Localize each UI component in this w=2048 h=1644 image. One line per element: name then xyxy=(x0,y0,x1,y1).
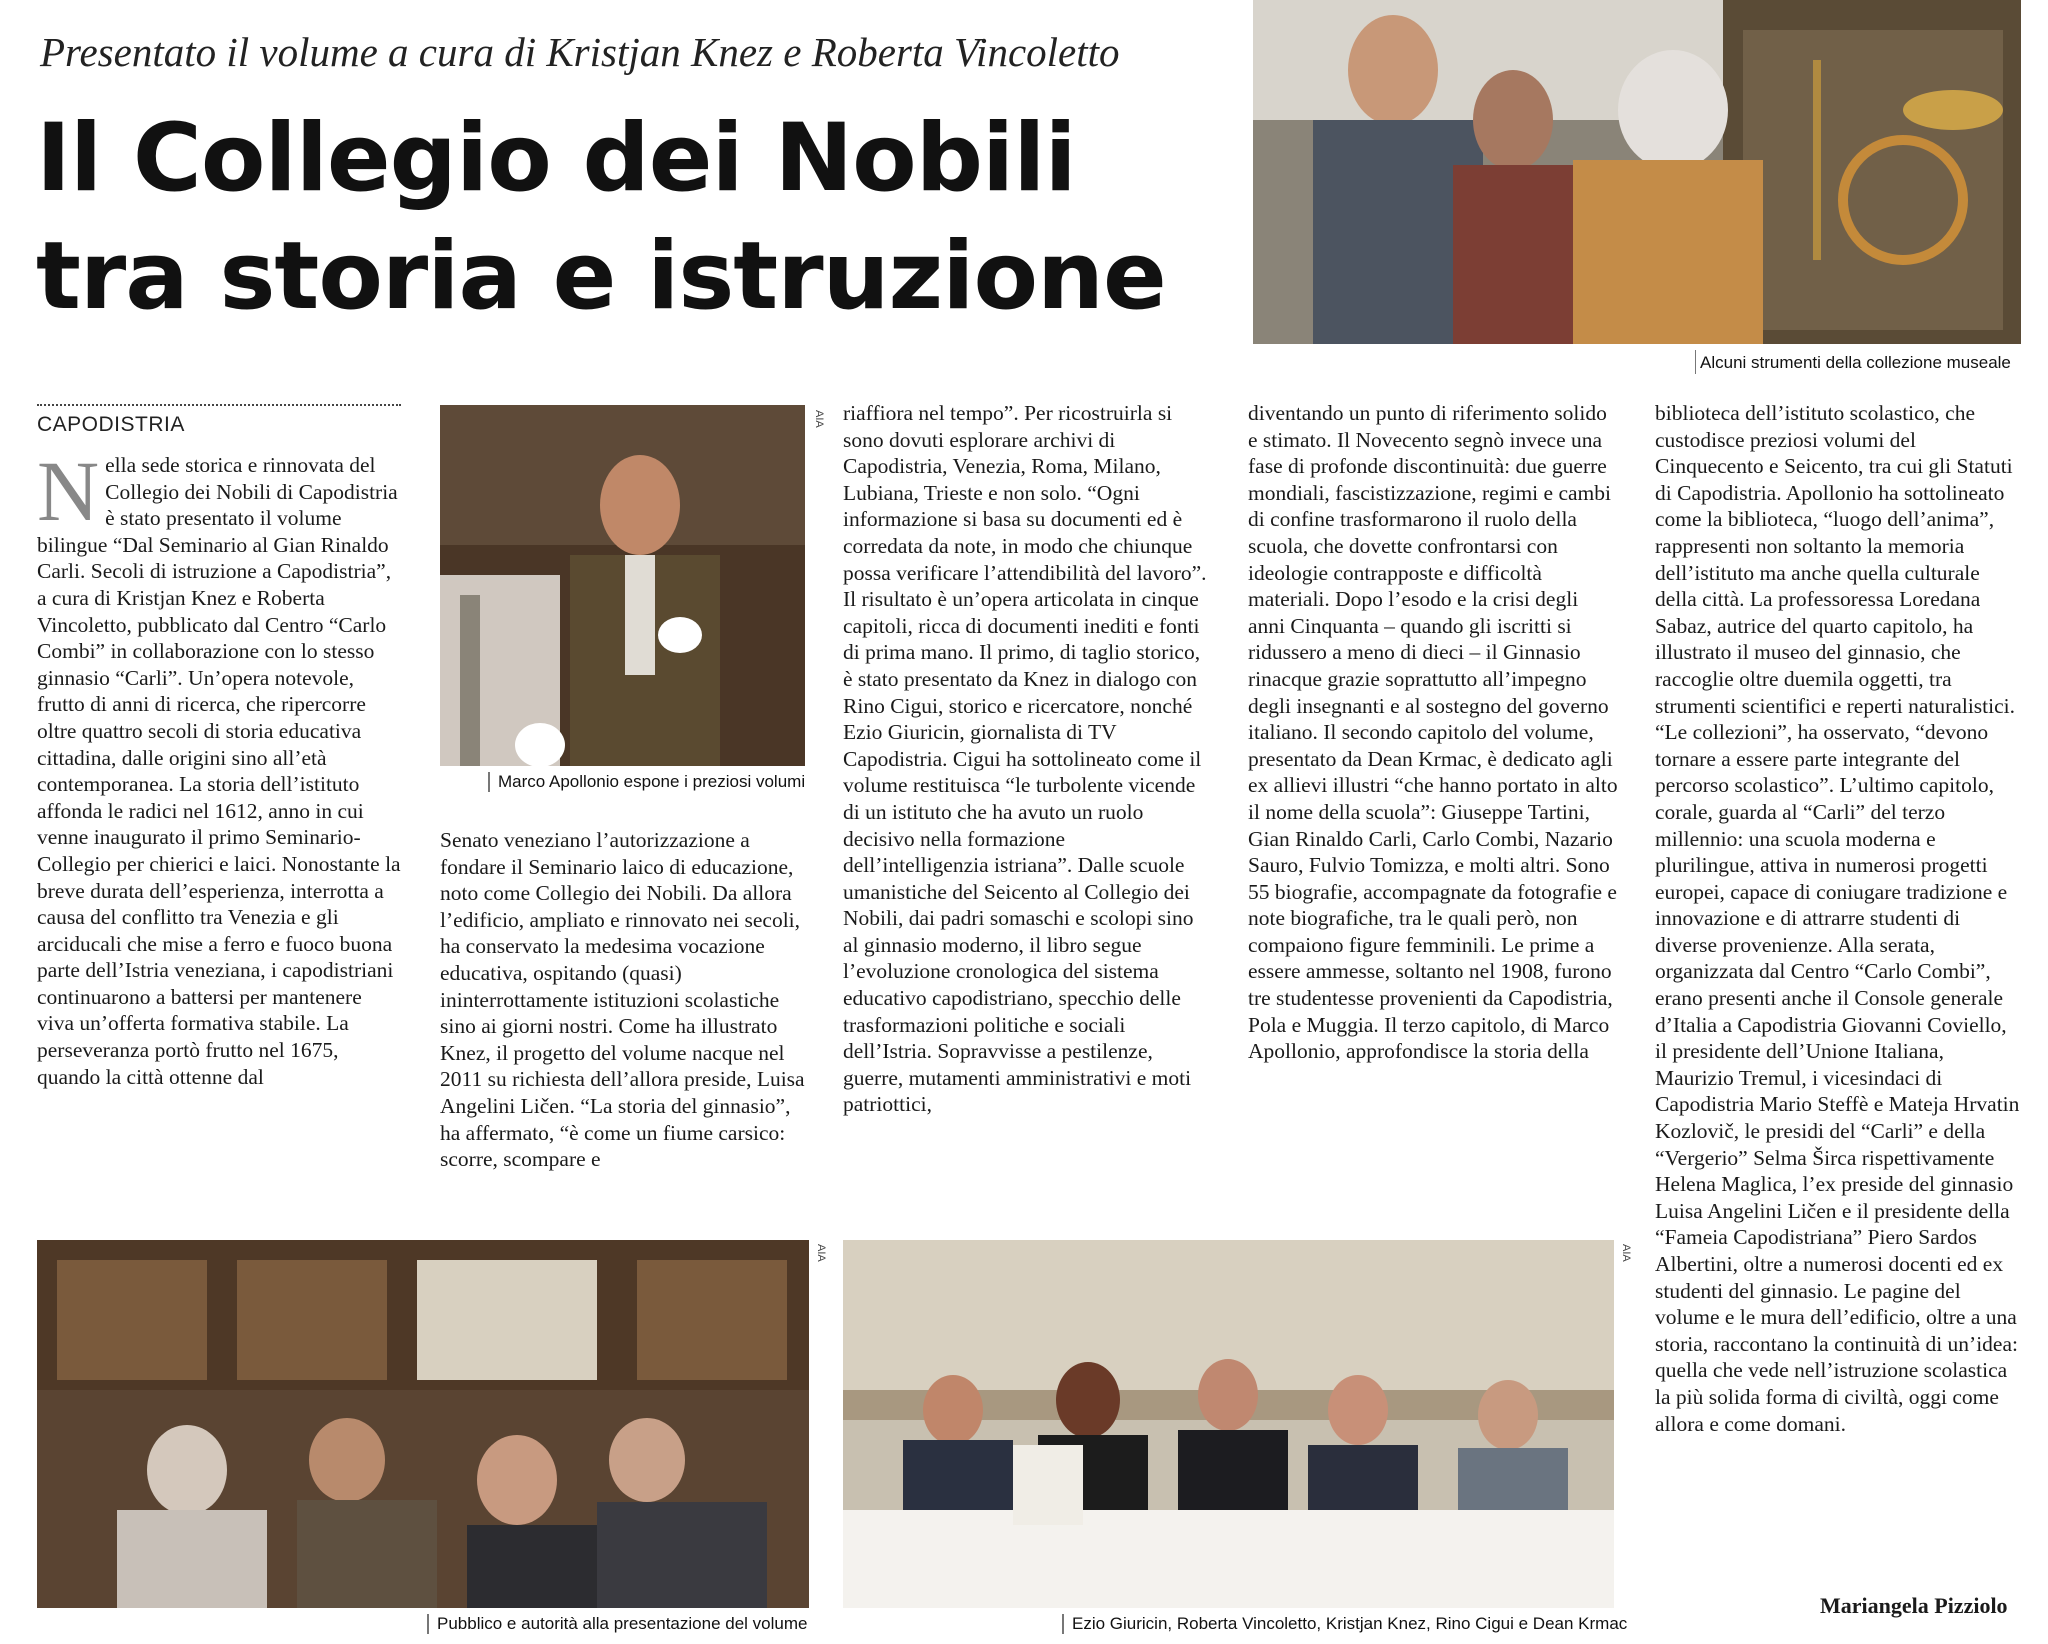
column-4-text: diventando un punto di riferimento solido e stimato. Il Novecento segnò invece una fase di profonde discontinuità: due guerre mondiali, fascistizzazione, regimi e cambi di confine trasformarono il ruolo della scuola, che dovette confrontarsi con ideologie contrapposte e difficoltà materiali. Dopo l’esodo e la crisi degli anni Cinquanta – quando gli iscritti si ridussero a meno di dieci – il Ginnasio rinacque grazie soprattutto all’impegno degli insegnanti e al sostegno del governo italiano. Il secondo capitolo del volume, presentato da Dean Krmac, è dedicato agli ex allievi illustri “che hanno portato in alto il nome della scuola”: Giuseppe Tartini, Gian Rinaldo Carli, Carlo Combi, Nazario Sauro, Fulvio Tomizza, e molti altri. Sono 55 biografie, accompagnate da fotografie e note biografiche, tra le quali però, non compaiono figure femminili. Le prime a essere ammesse, soltanto nel 1908, furono tre studentesse provenienti da Capodistria, Pola e Muggia. Il terzo capitolo, di Marco Apollonio, approfondisce la storia della xyxy=(1248,401,1618,1064)
column-3-text: riaffiora nel tempo”. Per ricostruirla si sono dovuti esplorare archivi di Capodistria, Venezia, Roma, Milano, Lubiana, Trieste e non solo. “Ogni informazione si basa su documenti ed è corredata da note, in modo che chiunque possa verificare l’attendibilità del lavoro”. Il risultato è un’opera articolata in cinque capitoli, ricca di documenti inediti e fonti di prima mano. Il primo, di taglio storico, è stato presentato da Knez in dialogo con Rino Cigui, storico e ricercatore, nonché Ezio Giuricin, giornalista di TV Capodistria. Cigui ha sottolineato come il volume restituisca “le turbolente vicende di un istituto che ha avuto un ruolo decisivo nella formazione dell’intelligenzia istriana”. Dalle scuole umanistiche del Seicento al Collegio dei Nobili, dai padri somaschi e scolopi sino al ginnasio moderno, il libro segue l’evoluzione cronologica del sistema educativo capodistriano, specchio delle trasformazioni politiche e sociali dell’Istria. Sopravvisse a pestilenze, guerre, mutamenti amministrativi e moti patriottici, xyxy=(843,401,1207,1117)
section-divider xyxy=(37,404,401,406)
audience-photo xyxy=(37,1240,809,1608)
column-1-text: ella sede storica e rinnovata del Collegio dei Nobili di Capodistria è stato presentato il volume bilingue “Dal Seminario al Gian Rinaldo Carli. Secoli di istruzione a Capodistria”, a cura di Kristjan Knez e Roberta Vincoletto, pubblicato dal Centro “Carlo Combi” in collaborazione con lo stesso ginnasio “Carli”. Un’opera notevole, frutto di anni di ricerca, che ripercorre oltre quattro secoli di storia educativa cittadina, dalle origini sino all’età contemporanea. La storia dell’istituto affonda le radici nel 1612, anno in cui venne inaugurato il primo Seminario-Collegio per chierici e laici. Nonostante la breve durata dell’esperienza, interrotta a causa del conflitto tra Venezia e gli arciducali che mise a ferro e fuoco buona parte dell’Istria veneziana, i capodistriani continuarono a battersi per mantenere viva un’offerta formativa stabile. La perseveranza portò frutto nel 1675, quando la città ottenne dal xyxy=(37,453,401,1089)
museum-photo xyxy=(1253,0,2021,344)
column-4 xyxy=(1248,400,1618,1065)
photo-credit: AIA xyxy=(1620,1244,1632,1262)
column-5 xyxy=(1655,400,2021,1437)
photo-credit: AIA xyxy=(815,1244,827,1262)
panel-caption: Ezio Giuricin, Roberta Vincoletto, Kristjan Knez, Rino Cigui e Dean Krmac xyxy=(1062,1614,1627,1634)
headline-line-2: tra storia e istruzione xyxy=(36,222,1166,331)
column-5-text: biblioteca dell’istituto scolastico, che custodisce preziosi volumi del Cinquecento e Seicento, tra cui gli Statuti di Capodistria. Apollonio ha sottolineato come la biblioteca, “luogo dell’anima”, rappresenti non soltanto la memoria dell’istituto ma anche quella culturale della città. La professoressa Loredana Sabaz, autrice del quarto capitolo, ha illustrato il museo del ginnasio, che raccoglie oltre duemila oggetti, tra strumenti scientifici e reperti naturalistici. “Le collezioni”, ha osservato, “devono tornare a essere parte integrante del percorso scolastico”. L’ultimo capitolo, corale, guarda al “Carli” del terzo millennio: una scuola moderna e plurilingue, attiva in numerosi progetti europei, capace di coniugare tradizione e innovazione e di attrarre studenti di diverse provenienze. Alla serata, organizzata dal Centro “Carlo Combi”, erano presenti anche il Console generale d’Italia a Capodistria Giovanni Coviello, il presidente dell’Unione Italiana, Maurizio Tremul, i vicesindaci di Capodistria Mario Steffè e Mateja Hrvatin Kozlovič, le presidi del “Carli” e della “Vergerio” Selma Širca rispettivamente Helena Maglica, l’ex preside del ginnasio Luisa Angelini Ličen e il presidente della “Fameia Capodistriana” Piero Sardos Albertini, oltre a numerosi docenti ed ex studenti del ginnasio. Le pagine del volume e le mura dell’edificio, oltre a una storia, raccontano la continuità di un’idea: quella che vede nell’istruzione scolastica la più solida forma di civiltà, oggi come allora e come domani. xyxy=(1655,401,2020,1436)
section-label: CAPODISTRIA xyxy=(37,413,185,436)
headline-line-1: Il Collegio dei Nobili xyxy=(36,104,1076,213)
column-2-text: Senato veneziano l’autorizzazione a fondare il Seminario laico di educazione, noto come Collegio dei Nobili. Da allora l’edificio, ampliato e rinnovato nei secoli, ha conservato la medesima vocazione educativa, ospitando (quasi) ininterrottamente istituzioni scolastiche sino ai giorni nostri. Come ha illustrato Knez, il progetto del volume nacque nel 2011 su richiesta dell’allora preside, Luisa Angelini Ličen. “La storia del ginnasio”, ha affermato, “è come un fiume carsico: scorre, scompare e xyxy=(440,828,805,1172)
kicker: Presentato il volume a cura di Kristjan Knez e Roberta Vincoletto xyxy=(40,29,1120,75)
column-2 xyxy=(440,827,810,1173)
panel-photo xyxy=(843,1240,1614,1608)
caption-rule xyxy=(1695,350,1696,374)
author-byline: Mariangela Pizziolo xyxy=(1820,1593,2008,1618)
apollonio-caption: Marco Apollonio espone i preziosi volumi xyxy=(488,772,805,792)
apollonio-photo xyxy=(440,405,805,766)
column-1 xyxy=(37,443,401,1090)
museum-caption: Alcuni strumenti della collezione museale xyxy=(1700,353,2011,372)
headline xyxy=(36,100,1166,336)
audience-caption: Pubblico e autorità alla presentazione del volume xyxy=(427,1614,807,1634)
photo-credit: AIA xyxy=(813,410,825,428)
drop-cap: N xyxy=(37,443,100,539)
column-3 xyxy=(843,400,1213,1118)
